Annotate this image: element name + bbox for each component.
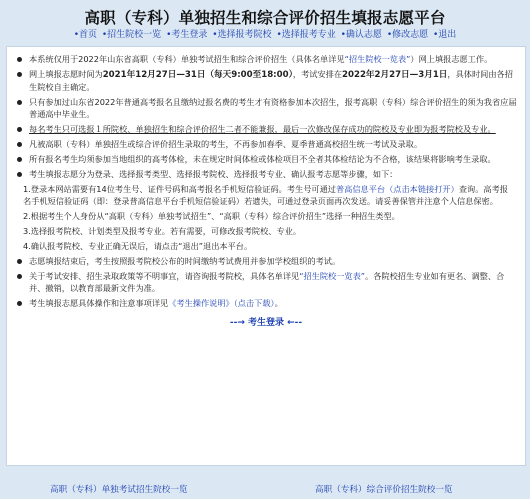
apply-time: 2021年12月27日—31日（每天9:00至18:00） — [102, 70, 293, 80]
step-1 — [7, 183, 525, 207]
bullet-icon — [17, 72, 22, 77]
notice-text: 所有报名考生均须参加当地组织的高考体检，未在规定时间体检或体检项目不全者其体检结论为不合格，该结果将影响考生录取。 — [29, 154, 496, 164]
notice-text: 网上填报志愿时间为 — [29, 69, 103, 79]
notice-item — [13, 255, 519, 267]
notice-text: ，考试安排在 — [292, 69, 343, 79]
step-2: 2.根据考生个人身份从“高职（专科）单独考试招生”、“高职（专科）综合评价招生”选择一种招生类型。 — [23, 211, 400, 221]
nav-confirm[interactable]: •确认志愿 — [340, 30, 382, 40]
login-link-label[interactable]: --→ 考生登录 ←-- — [229, 318, 303, 328]
nav-home[interactable]: •首页 — [73, 30, 97, 40]
notice-text: ，具体时间由各招生院校自主确定。 — [29, 69, 513, 92]
school-list-link[interactable]: “招生院校一览表” — [299, 271, 365, 281]
notice-panel — [6, 46, 526, 466]
footer — [0, 483, 530, 497]
nav-select-school[interactable]: •选择报考院校 — [212, 30, 272, 40]
notice-text: 考生填报志愿具体操作和注意事项详见 — [29, 298, 169, 308]
bullet-icon — [17, 157, 22, 162]
nav-login[interactable]: •考生登录 — [166, 30, 208, 40]
notice-text: 考生填报志愿分为登录、选择报考类型、选择报考院校、选择报考专业、确认报考志愿等步骤，如下： — [29, 169, 398, 179]
notice-text: 只有参加过山东省2022年普通高考报名且缴纳过报名费的考生才有资格参加本次招生，报考高职（专科）综合评价招生的须为我省应届普通高中毕业生。 — [29, 97, 517, 119]
notice-text: 。各院校招生专业如有更名、调整、合并、撤销，以教育部最新文件为准。 — [29, 271, 505, 293]
notice-item — [13, 168, 519, 180]
notice-item — [13, 270, 519, 294]
login-link[interactable] — [7, 315, 525, 328]
notice-item — [13, 53, 519, 65]
step-4: 4.确认报考院校、专业正确无误后，请点击“退出”退出本平台。 — [23, 241, 253, 251]
page-title: 高职（专科）单独招生和综合评价招生填报志愿平台 — [84, 9, 446, 27]
nav-select-major[interactable]: •选择报考专业 — [276, 30, 336, 40]
bullet-icon — [17, 57, 22, 62]
footer-single-exam-link[interactable]: 高职（专科）单独考试招生院校一览 — [50, 485, 188, 495]
school-list-link[interactable]: “招生院校一览表” — [344, 54, 411, 64]
notice-list — [7, 47, 525, 180]
bullet-icon — [17, 142, 22, 147]
notice-text-underlined: 每名考生只可选报１所院校、单独招生和综合评价招生二者不能兼报，最后一次修改保存成功的院校及专业即为报考院校及专业。 — [29, 124, 496, 134]
notice-item — [13, 138, 519, 150]
notice-item — [13, 123, 519, 135]
bullet-icon — [17, 100, 22, 105]
nav-logout[interactable]: •退出 — [433, 30, 457, 40]
notice-text: 。 — [274, 298, 283, 308]
notice-text: ）网上填报志愿工作。 — [410, 54, 493, 64]
platform-link[interactable]: 普高信息平台（点击本链接打开） — [335, 184, 459, 194]
bullet-icon — [17, 172, 22, 177]
notice-item — [13, 153, 519, 165]
notice-text: 本系统仅用于2022年山东省高职（专科）单独考试招生和综合评价招生（具体名单详见 — [29, 54, 345, 64]
footer-comprehensive-link[interactable]: 高职（专科）综合评价招生院校一览 — [315, 485, 453, 495]
bullet-icon — [17, 127, 22, 132]
top-nav — [0, 28, 530, 44]
bullet-icon — [17, 301, 22, 306]
step-3: 3.选择报考院校、计划类型及报考专业。若有需要，可修改报考院校、专业。 — [23, 226, 302, 236]
notice-item — [13, 96, 519, 120]
bullet-icon — [17, 259, 22, 264]
nav-school-list[interactable]: •招生院校一览 — [101, 30, 162, 40]
notice-item — [13, 68, 519, 93]
notice-item — [13, 297, 519, 309]
notice-text: 志愿填报结束后，考生按照报考院校公布的时间缴纳考试费用并参加学校组织的考试。 — [29, 256, 341, 266]
notice-text: 关于考试安排、招生录取政策等不明事宜，请咨询报考院校，具体名单详见 — [29, 271, 300, 281]
notice-list-2 — [7, 255, 525, 309]
exam-time: 2022年2月27日—3月1日 — [342, 70, 448, 80]
bullet-icon — [17, 274, 22, 279]
nav-modify[interactable]: •修改志愿 — [386, 30, 429, 40]
manual-download-link[interactable]: 《考生操作说明》（点击下载） — [168, 298, 275, 308]
step-text: 1.登录本网站需要有14位考生号、证件号码和高考报名手机短信验证码。考生号可通过 — [23, 184, 336, 194]
step-text: 查询。高考报名手机短信验证码（即：登录普高信息平台手机短信验证码）若遗失，可通过登录页面再次发送。请妥善保管并注意个人信息保密。 — [23, 184, 508, 206]
notice-text: 凡被高职（专科）单独招生或综合评价招生录取的考生，不再参加春季、夏季普通高校招生统一考试及录取。 — [29, 139, 423, 149]
